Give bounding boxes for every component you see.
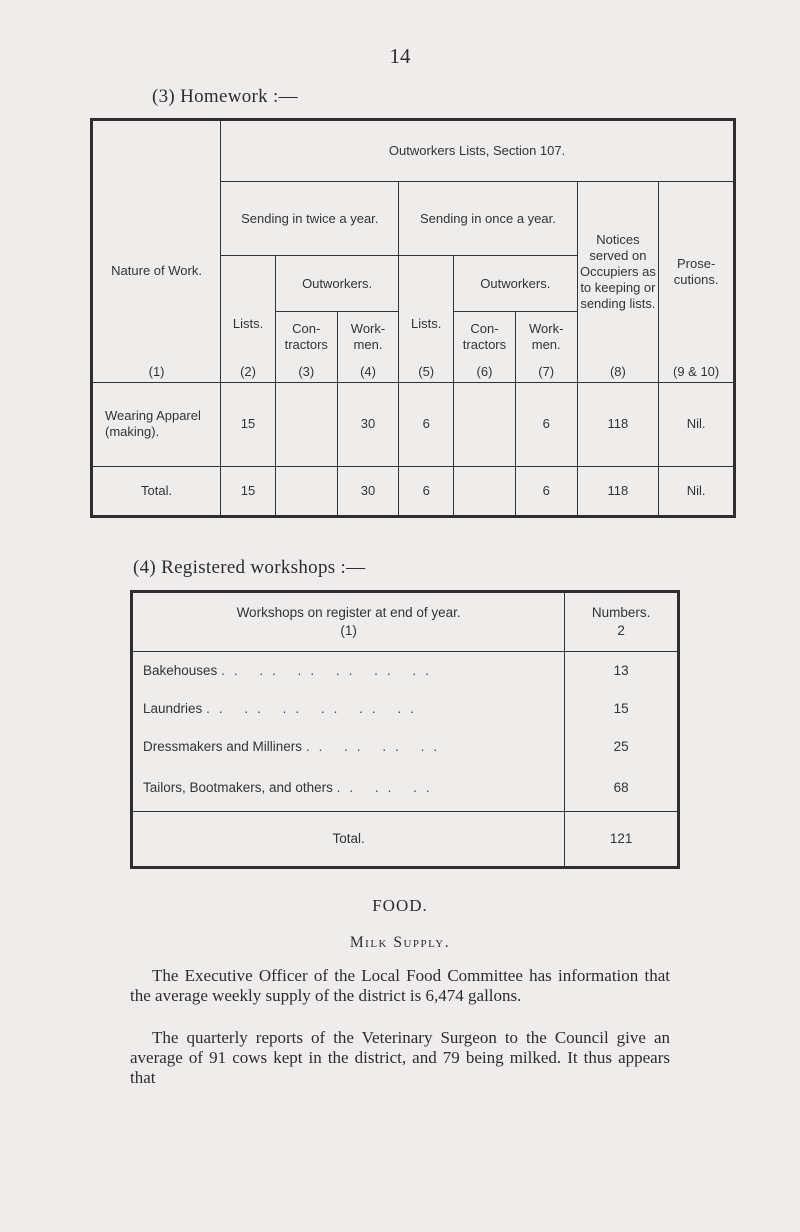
workshops-col1-header: Workshops on register at end of year. (1) (132, 592, 565, 652)
workshops-header-row (132, 592, 679, 652)
col-num: (2) (221, 362, 276, 383)
twice-a-year-header: Sending in twice a year. (221, 182, 399, 256)
leader-dots: .. .. .. (336, 780, 439, 796)
workshop-row (132, 690, 679, 728)
table-row (92, 382, 735, 466)
workmen-header-4: Work- men. (337, 312, 399, 362)
workshops-total-value: 121 (565, 812, 679, 868)
outworkers-header-twice: Outworkers. (275, 256, 398, 312)
cell (454, 382, 516, 466)
cell: 30 (337, 382, 399, 466)
cell: 6 (515, 382, 577, 466)
col-num: (6) (454, 362, 516, 383)
workshops-col2-header: Numbers. 2 (565, 592, 679, 652)
cell: 30 (337, 466, 399, 516)
cell: 118 (577, 382, 659, 466)
workshop-value: 15 (565, 690, 679, 728)
workshop-value: 68 (565, 766, 679, 812)
food-paragraph-2: The quarterly reports of the Veterinary Surgeon to the Council give an average of 91 cows kept in the district, and 79 being milked. It thus appears that (130, 1028, 670, 1087)
workshops-col1-num: (1) (340, 623, 357, 638)
cell: 15 (221, 382, 276, 466)
contractors-header-3: Con- tractors (275, 312, 337, 362)
lists-header-2: Lists. (221, 256, 276, 362)
workshop-value: 13 (565, 652, 679, 690)
col-num: (4) (337, 362, 399, 383)
workshop-row (132, 652, 679, 690)
notices-served-header: Notices served on Occupiers as to keeping or sending lists. (577, 182, 659, 362)
nature-cell: Wearing Apparel (making). (92, 382, 221, 466)
total-row (92, 466, 735, 516)
column-number-row (92, 362, 735, 383)
col-num: (1) (92, 362, 221, 383)
outworkers-table (90, 118, 736, 518)
workshop-row (132, 728, 679, 766)
workshops-col2-num: 2 (617, 623, 625, 638)
outworkers-lists-header: Outworkers Lists, Section 107. (221, 120, 735, 182)
cell: Nil. (686, 416, 706, 431)
workshops-total-label: Total. (332, 831, 365, 846)
workmen-header-7: Work- men. (515, 312, 577, 362)
food-title: FOOD. (372, 896, 428, 915)
nature-of-work-header: Nature of Work. (92, 120, 221, 362)
cell: Nil. (686, 482, 706, 498)
workshop-label: Laundries (143, 700, 203, 716)
workshop-label: Dressmakers and Milliners (143, 738, 303, 754)
workshops-total-row (132, 812, 679, 868)
cell: 6 (399, 382, 454, 466)
lists-header-5: Lists. (399, 256, 454, 362)
workshop-label: Bakehouses (143, 662, 218, 678)
cell: 118 (577, 466, 659, 516)
col-num: (9 & 10) (673, 363, 720, 379)
leader-dots: .. .. .. .. .. .. (206, 700, 423, 716)
page-number: 14 (389, 44, 411, 68)
workshop-label: Tailors, Bootmakers, and others (143, 780, 333, 796)
col-num: (5) (399, 362, 454, 383)
prosecutions-header: Prose- cutions. (673, 255, 719, 287)
col-num: (8) (577, 362, 659, 383)
cell (275, 466, 337, 516)
col-num: (3) (275, 362, 337, 383)
workshops-heading: (4) Registered workshops :— (133, 557, 366, 578)
leader-dots: .. .. .. .. .. .. (221, 662, 438, 678)
milk-supply-title: Milk Supply. (349, 934, 451, 951)
cell (454, 466, 516, 516)
total-label: Total. (92, 466, 221, 516)
food-paragraph-1: The Executive Officer of the Local Food Committee has information that the average weekly supply of the district is 6,474 gallons. (130, 966, 670, 1005)
cell: 6 (399, 466, 454, 516)
workshop-value: 25 (565, 728, 679, 766)
leader-dots: .. .. .. .. (305, 738, 447, 754)
cell: 15 (221, 466, 276, 516)
cell (275, 382, 337, 466)
outworkers-header-once: Outworkers. (454, 256, 577, 312)
col-num: (7) (515, 362, 577, 383)
once-a-year-header: Sending in once a year. (399, 182, 577, 256)
workshops-table (130, 590, 680, 869)
contractors-header-6: Con- tractors (454, 312, 516, 362)
workshop-row (132, 766, 679, 812)
homework-heading: (3) Homework :— (152, 86, 298, 107)
cell: 6 (515, 466, 577, 516)
